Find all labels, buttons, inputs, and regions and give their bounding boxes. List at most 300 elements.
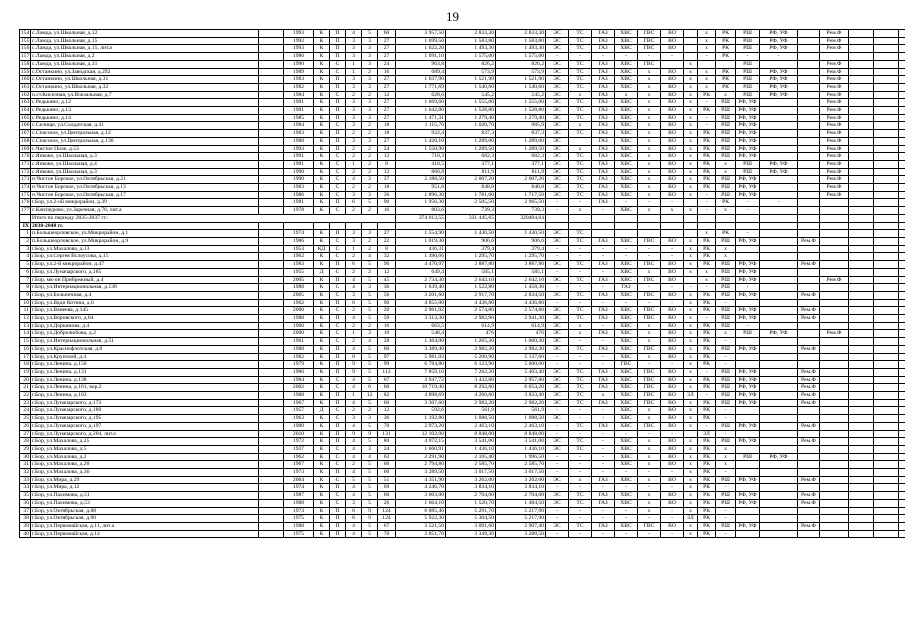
table-cell: К <box>314 322 330 330</box>
table-cell: ГАЗ <box>592 60 615 68</box>
table-cell: х <box>716 207 736 215</box>
table-cell: с.Редькино, д.12 <box>31 99 259 107</box>
table-cell: х <box>716 160 736 168</box>
table-cell <box>798 199 820 207</box>
table-cell: 20 <box>20 376 31 384</box>
table-cell <box>798 230 820 238</box>
table-cell: К <box>314 261 330 269</box>
table-cell: 1 540,60 <box>446 83 496 91</box>
table-cell: РФ, УФ <box>736 176 760 184</box>
table-cell: ВО <box>661 492 684 500</box>
table-cell: 3 <box>362 76 378 84</box>
table-cell <box>760 122 798 130</box>
table-cell: С <box>330 453 346 461</box>
table-cell: 4 <box>346 530 362 538</box>
table-cell: - <box>546 299 569 307</box>
table-cell <box>899 430 905 438</box>
table-cell: С <box>330 499 346 507</box>
table-cell <box>760 407 798 415</box>
table-cell <box>760 261 798 269</box>
table-cell: 1 540,60 <box>496 83 546 91</box>
table-cell: П <box>330 523 346 531</box>
table-cell: 2 <box>362 145 378 153</box>
table-cell: г.Бор, ул.Луначарского, д.173 <box>31 399 259 407</box>
table-cell <box>820 422 849 430</box>
table-cell: х <box>684 399 698 407</box>
table-cell: 3 <box>362 37 378 45</box>
table-cell <box>874 191 899 199</box>
table-cell: г.Бор, ул.Краснофлотская, д.8 <box>31 345 259 353</box>
table-cell: ВО <box>661 30 684 38</box>
table-cell: 1 555,00 <box>446 99 496 107</box>
table-cell: РШ <box>736 76 760 84</box>
table-cell: ВО <box>661 130 684 138</box>
table-cell <box>259 499 284 507</box>
table-cell <box>899 461 905 469</box>
table-cell: 35 <box>20 492 31 500</box>
table-cell: с.Ламда, ул.Школьная, д.12 <box>31 30 259 38</box>
table-cell: 12 <box>378 91 396 99</box>
table-cell: ТС <box>569 184 592 192</box>
table-cell <box>849 353 874 361</box>
table-cell <box>798 276 820 284</box>
table-cell: п.Чистое Борское, ул.Октябрьская, д.13 <box>31 184 259 192</box>
table-cell: 2 <box>362 68 378 76</box>
table-cell <box>849 368 874 376</box>
table-cell: Рем.Ф <box>820 37 849 45</box>
table-cell: Рем.Ф <box>798 261 820 269</box>
table-cell <box>899 530 905 538</box>
table-cell: х <box>684 291 698 299</box>
table-cell: 1 717,50 <box>496 191 546 199</box>
table-cell: Рем.Ф <box>798 376 820 384</box>
table-cell: 1962 <box>284 299 314 307</box>
table-cell <box>820 230 849 238</box>
table-cell: - <box>698 199 716 207</box>
table-cell <box>698 60 716 68</box>
table-cell: 2 982,20 <box>446 399 496 407</box>
table-cell: ГВС <box>638 392 661 400</box>
table-cell <box>874 284 899 292</box>
table-cell <box>874 199 899 207</box>
table-cell: - <box>638 53 661 61</box>
table-cell <box>259 114 284 122</box>
table-cell: ХВС <box>615 438 638 446</box>
table-cell <box>820 315 849 323</box>
table-cell <box>661 60 684 68</box>
table-cell: - <box>592 53 615 61</box>
table-cell: х <box>615 91 638 99</box>
table-cell: 614,9 <box>446 322 496 330</box>
table-cell: 3 <box>362 45 378 53</box>
table-cell <box>259 284 284 292</box>
table-cell: 160 <box>21 76 30 83</box>
table-cell: х <box>716 445 736 453</box>
table-cell: 1990 <box>284 168 314 176</box>
table-cell: ХВС <box>615 176 638 184</box>
table-cell: РК <box>716 230 736 238</box>
table-cell <box>798 322 820 330</box>
table-cell: РШ <box>716 268 736 276</box>
table-cell: ТС <box>569 99 592 107</box>
table-cell: 5 <box>362 261 378 269</box>
table-cell: - <box>661 530 684 538</box>
table-cell <box>899 476 905 484</box>
table-cell: 4 <box>346 453 362 461</box>
table-cell: х <box>638 207 661 215</box>
table-cell <box>760 191 798 199</box>
table-cell <box>849 484 874 492</box>
table-cell: - <box>569 407 592 415</box>
table-cell: 5 <box>362 376 378 384</box>
table-cell <box>849 60 874 68</box>
table-cell: х <box>684 507 698 515</box>
table-cell <box>798 153 820 161</box>
table-cell: 1 522,80 <box>446 284 496 292</box>
table-cell: ЭС <box>546 438 569 446</box>
table-cell: 173 <box>21 176 30 183</box>
table-cell: РФ, УФ <box>736 291 760 299</box>
table-cell <box>820 245 849 253</box>
table-cell <box>760 476 798 484</box>
table-cell <box>874 492 899 500</box>
table-cell: ВО <box>661 261 684 269</box>
table-cell <box>849 515 874 523</box>
table-cell <box>760 130 798 138</box>
table-cell: г.Бор, ул.Доркинова, д.4 <box>31 322 259 330</box>
table-cell: Рем.Ф <box>820 153 849 161</box>
table-cell: 37 <box>20 507 31 515</box>
table-cell: ТС <box>569 422 592 430</box>
table-cell: Рем.Ф <box>820 83 849 91</box>
table-cell: ТС <box>569 191 592 199</box>
table-cell: 8 292,60 <box>446 384 496 392</box>
table-cell <box>874 237 899 245</box>
table-cell: П <box>330 345 346 353</box>
table-cell: 3 <box>346 237 362 245</box>
section-number: IX <box>20 222 31 230</box>
table-cell <box>899 392 905 400</box>
table-cell <box>259 268 284 276</box>
table-cell: 14 <box>20 330 31 338</box>
table-cell: - <box>592 322 615 330</box>
table-cell <box>259 153 284 161</box>
table-cell <box>874 253 899 261</box>
table-cell: 3 <box>362 284 378 292</box>
table-cell <box>849 476 874 484</box>
table-cell: х <box>661 207 684 215</box>
table-cell: РК <box>698 107 716 115</box>
table-cell: 1983 <box>284 76 314 84</box>
table-cell: - <box>569 515 592 523</box>
table-cell: РК <box>698 168 716 176</box>
table-cell: ГАЗ <box>592 384 615 392</box>
table-cell <box>874 484 899 492</box>
table-cell: 12 102,00 <box>396 430 446 438</box>
table-cell <box>615 230 638 238</box>
table-cell: х <box>684 469 698 477</box>
table-cell <box>569 137 592 145</box>
table-cell: К <box>314 184 330 192</box>
table-cell: ТС <box>569 230 592 238</box>
table-cell: 60 <box>378 492 396 500</box>
table-row <box>20 91 905 99</box>
table-cell <box>760 515 798 523</box>
table-cell: РФ, УФ <box>736 99 760 107</box>
table-cell: 1974 <box>284 484 314 492</box>
table-cell <box>874 376 899 384</box>
table-cell <box>899 107 905 115</box>
table-cell <box>820 530 849 538</box>
table-cell: с.Редькино, д.14 <box>31 114 259 122</box>
table-cell: РК <box>698 407 716 415</box>
table-cell: 4 <box>346 284 362 292</box>
table-cell: г.Бор, ул.Добролюбова, д.2 <box>31 330 259 338</box>
table-cell <box>899 484 905 492</box>
table-cell: ВО <box>661 353 684 361</box>
table-cell <box>820 392 849 400</box>
table-cell: РК <box>698 507 716 515</box>
table-cell: Рем.Ф <box>798 237 820 245</box>
table-cell <box>899 30 905 38</box>
table-cell: П <box>330 199 346 207</box>
table-cell: 6 053,20 <box>496 384 546 392</box>
table-cell: - <box>638 245 661 253</box>
table-cell: ГАЗ <box>592 176 615 184</box>
table-cell: ХВС <box>615 399 638 407</box>
table-cell: - <box>546 245 569 253</box>
table-cell: 3 <box>346 37 362 45</box>
table-cell <box>760 137 798 145</box>
table-cell <box>684 30 698 38</box>
table-cell: х <box>716 453 736 461</box>
table-cell: 1960 <box>284 322 314 330</box>
table-cell <box>259 407 284 415</box>
table-cell: 4 <box>362 253 378 261</box>
table-cell: - <box>546 268 569 276</box>
table-cell: 4 <box>346 484 362 492</box>
table-cell <box>874 307 899 315</box>
table-cell: х <box>638 330 661 338</box>
table-cell: РК <box>698 345 716 353</box>
table-cell: 3 289,50 <box>396 469 446 477</box>
table-cell: С <box>330 160 346 168</box>
table-cell <box>874 184 899 192</box>
table-cell: 9 <box>346 430 362 438</box>
table-cell: х <box>684 315 698 323</box>
table-cell: 1 691,10 <box>396 53 446 61</box>
table-cell: РФ, УФ <box>736 376 760 384</box>
table-cell: ХВС <box>615 407 638 415</box>
table-cell: ХВС <box>615 168 638 176</box>
table-cell <box>849 392 874 400</box>
table-cell: - <box>615 253 638 261</box>
table-cell: ХВС <box>615 130 638 138</box>
table-cell: 10 <box>378 330 396 338</box>
table-cell <box>874 523 899 531</box>
table-cell: 2 982,20 <box>496 399 546 407</box>
table-cell: ГАЗ <box>592 476 615 484</box>
table-cell: ВО <box>661 476 684 484</box>
table-cell: х <box>638 191 661 199</box>
table-cell: 1 550,90 <box>396 145 446 153</box>
table-cell: г.Бор, ул.Интернациональная, д.138 <box>31 284 259 292</box>
table-cell: х <box>684 253 698 261</box>
table-cell: К <box>314 469 330 477</box>
table-cell: 8 848,00 <box>496 430 546 438</box>
table-cell: РШ <box>736 168 760 176</box>
table-cell <box>899 145 905 153</box>
table-cell: х <box>684 207 698 215</box>
period-total-row <box>20 214 905 222</box>
table-cell: 3 <box>362 176 378 184</box>
table-cell: К <box>314 160 330 168</box>
table-cell: РФ, УФ <box>736 523 760 531</box>
table-cell: 5 <box>362 484 378 492</box>
table-cell: С <box>330 307 346 315</box>
table-cell: К <box>314 376 330 384</box>
table-cell: - <box>684 284 698 292</box>
table-cell: х <box>684 368 698 376</box>
table-cell: 5 <box>362 499 378 507</box>
table-cell: ТС <box>569 176 592 184</box>
table-cell: РФ, УФ <box>736 153 760 161</box>
table-cell: ХВС <box>615 268 638 276</box>
table-cell: 175 <box>21 191 30 198</box>
table-cell: 5 981,03 <box>396 353 446 361</box>
table-cell: 1 <box>346 392 362 400</box>
table-cell: 2 007,20 <box>496 176 546 184</box>
table-cell <box>259 299 284 307</box>
table-cell: 1988 <box>284 523 314 531</box>
table-cell: - <box>698 114 716 122</box>
table-cell: 1962 <box>284 253 314 261</box>
table-cell: 848,8 <box>496 184 546 192</box>
table-cell <box>259 176 284 184</box>
table-cell: 4 898,69 <box>396 392 446 400</box>
table-cell: г.Бор, ул.Воровского, д.64 <box>31 315 259 323</box>
table-cell <box>874 268 899 276</box>
table-cell <box>684 199 698 207</box>
table-cell: 5 <box>362 315 378 323</box>
table-cell: 379,4 <box>446 245 496 253</box>
table-row <box>20 476 905 484</box>
table-cell: х <box>684 160 698 168</box>
table-cell: ЭС <box>546 499 569 507</box>
table-cell: 3 <box>346 45 362 53</box>
table-cell: 2010 <box>284 430 314 438</box>
table-cell: РШ <box>716 145 736 153</box>
table-cell <box>798 91 820 99</box>
table-cell: 2 <box>362 207 378 215</box>
table-cell: ТС <box>569 30 592 38</box>
table-cell: П <box>330 299 346 307</box>
table-row <box>20 438 905 446</box>
table-cell: - <box>592 338 615 346</box>
table-cell: К <box>314 315 330 323</box>
table-cell <box>820 515 849 523</box>
table-cell <box>849 245 874 253</box>
table-cell: ВО <box>661 315 684 323</box>
table-cell: - <box>638 284 661 292</box>
table-cell: ВО <box>661 407 684 415</box>
table-cell: 5 <box>362 30 378 38</box>
table-cell <box>760 376 798 384</box>
table-cell <box>874 261 899 269</box>
table-cell: 1982 <box>284 83 314 91</box>
table-row <box>20 353 905 361</box>
table-cell: - <box>546 453 569 461</box>
table-cell: 4 <box>346 438 362 446</box>
table-cell <box>259 83 284 91</box>
table-cell: 1978 <box>284 207 314 215</box>
table-cell: РФ, УФ <box>736 268 760 276</box>
table-cell: 2 <box>362 322 378 330</box>
table-cell: г.Бор, ул.Махалова, д.5 <box>31 445 259 453</box>
table-row <box>20 492 905 500</box>
table-cell: ГАЗ <box>592 199 615 207</box>
table-cell: РФ, УФ <box>736 276 760 284</box>
table-cell <box>849 145 874 153</box>
table-cell: х <box>684 476 698 484</box>
table-cell <box>899 191 905 199</box>
table-cell: К <box>314 438 330 446</box>
table-cell: - <box>661 245 684 253</box>
table-cell: 5 <box>362 469 378 477</box>
table-cell <box>798 68 820 76</box>
table-cell: 30 <box>20 453 31 461</box>
table-cell <box>760 253 798 261</box>
table-cell: ЭС <box>546 523 569 531</box>
table-cell: 1986 <box>284 53 314 61</box>
table-cell: ВО <box>661 438 684 446</box>
table-cell: - <box>736 207 760 215</box>
table-cell: 1 637,90 <box>396 76 446 84</box>
table-cell <box>820 261 849 269</box>
table-cell: 2 794,80 <box>396 461 446 469</box>
table-cell: 27 <box>378 83 396 91</box>
table-cell <box>899 207 905 215</box>
table-cell: К <box>314 353 330 361</box>
table-cell: Рем.Ф <box>798 392 820 400</box>
table-cell: 5 <box>362 523 378 531</box>
table-cell <box>760 399 798 407</box>
table-cell <box>820 299 849 307</box>
table-cell <box>820 453 849 461</box>
table-cell: 1986 <box>284 237 314 245</box>
table-cell: Рем.Ф <box>820 114 849 122</box>
table-cell: - <box>546 422 569 430</box>
table-cell: 1983 <box>284 184 314 192</box>
table-cell: РШ <box>736 45 760 53</box>
table-cell: Рем.Ф <box>820 330 849 338</box>
table-cell: ЭС <box>546 191 569 199</box>
table-cell: 1957 <box>284 407 314 415</box>
table-cell: г.Бор, ул.Первомайская, д.14 <box>31 530 259 538</box>
table-cell: 2 <box>346 130 362 138</box>
table-cell: К <box>314 399 330 407</box>
table-cell: 2 <box>346 153 362 161</box>
table-cell: К <box>314 168 330 176</box>
table-cell: 1 669,60 <box>396 99 446 107</box>
table-cell <box>760 276 798 284</box>
table-row <box>20 60 905 68</box>
table-cell: РФ, УФ <box>736 422 760 430</box>
table-cell: ХВС <box>615 37 638 45</box>
table-cell: РФ, УФ <box>736 145 760 153</box>
table-cell <box>849 399 874 407</box>
table-cell: ТС <box>569 114 592 122</box>
